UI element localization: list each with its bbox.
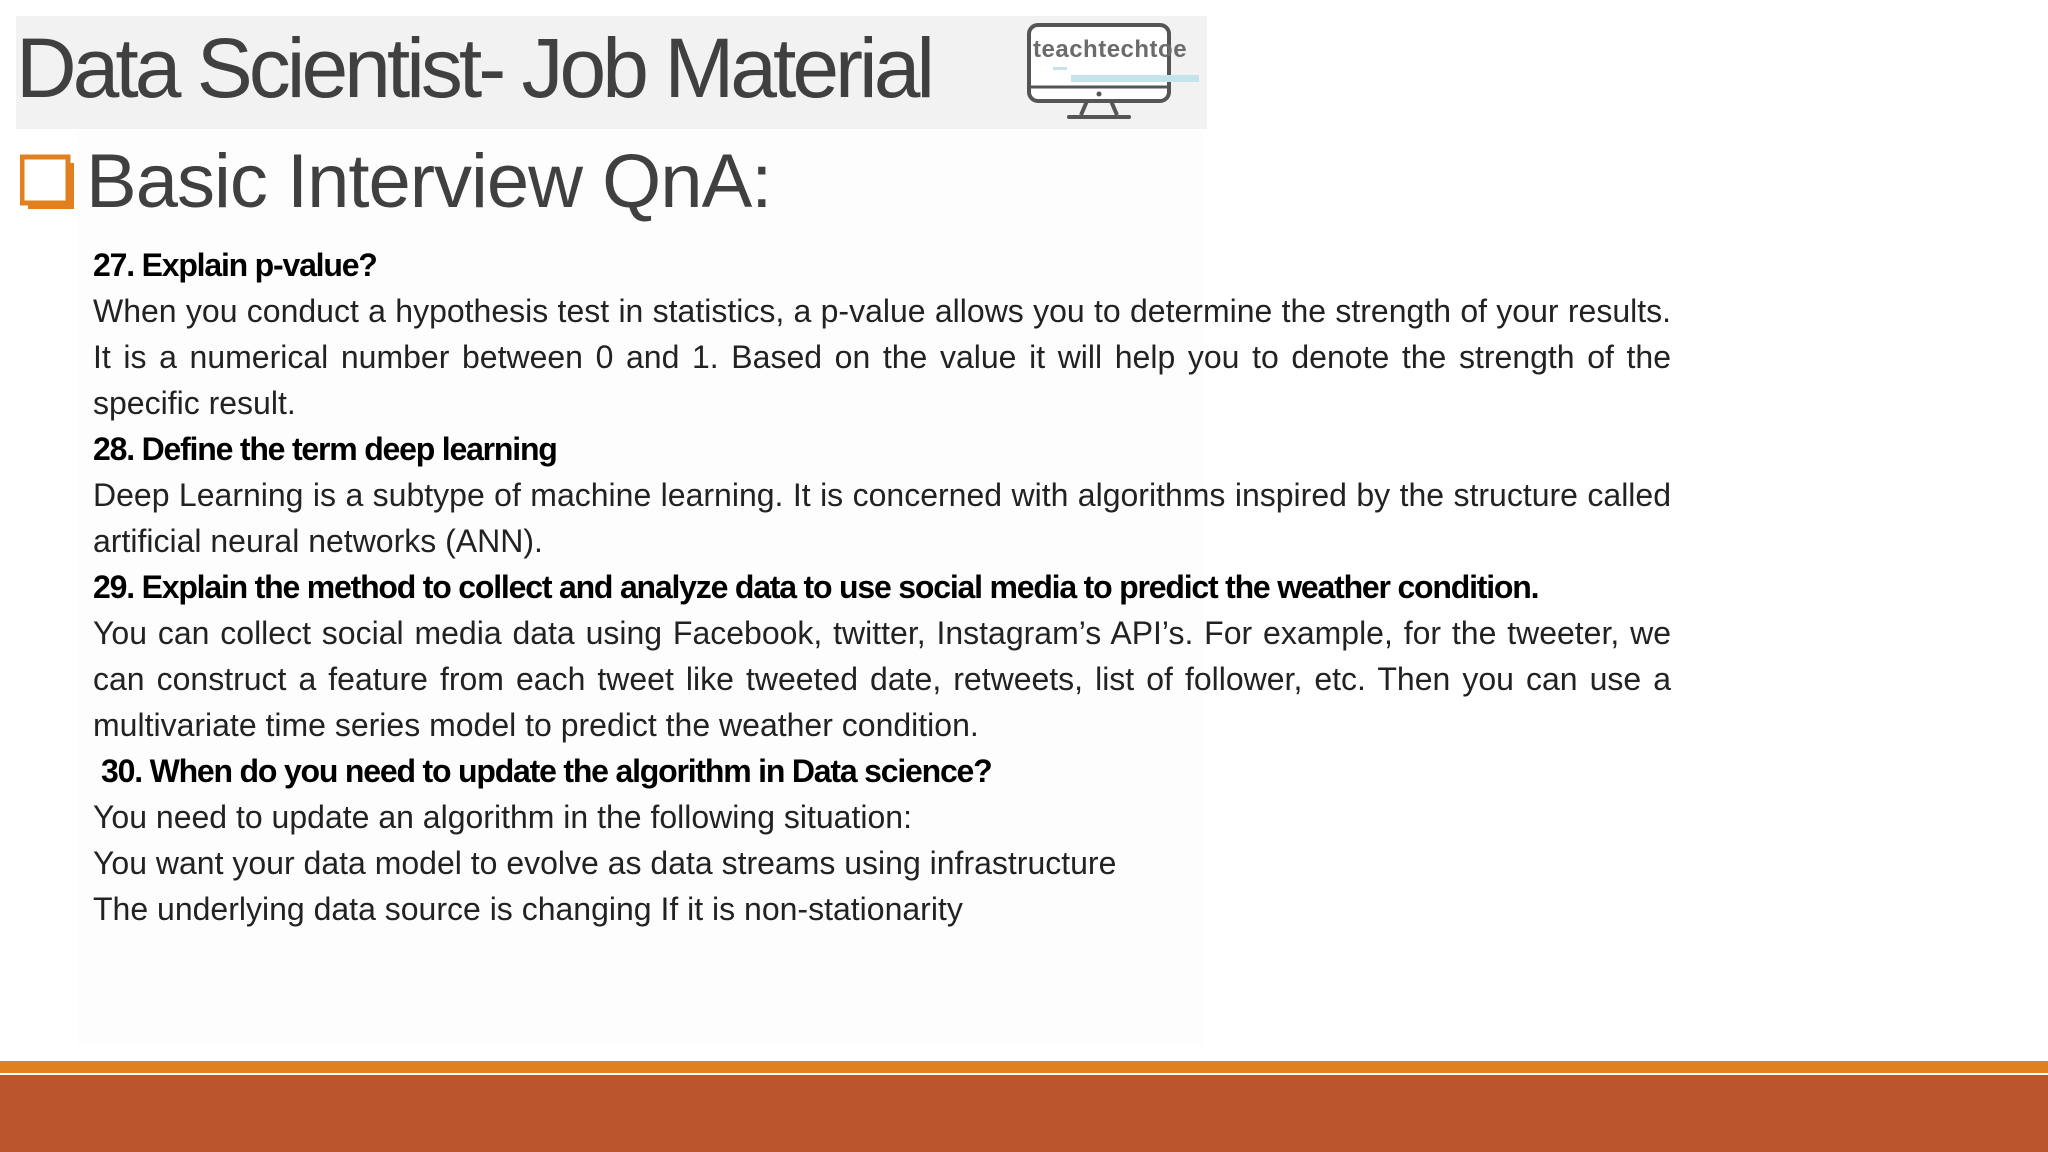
answer-30-line-2: You want your data model to evolve as data streams using infrastructure [93, 845, 1117, 881]
answer-28: Deep Learning is a subtype of machine learning. It is concerned with algorithms inspired by the structure called artificial neural networks (ANN). [93, 477, 1671, 559]
answer-27: When you conduct a hypothesis test in statistics, a p-value allows you to determine the strength of your results. It is a numerical number between 0 and 1. Based on the value it will help you to denote the strength of the specific result. [93, 293, 1671, 421]
page-title: Data Scientist- Job Material [16, 21, 932, 115]
footer-bar [0, 1075, 2048, 1152]
section-header [20, 136, 771, 226]
question-27: 27. Explain p-value? [93, 247, 377, 283]
checkbox-bullet-icon [20, 151, 80, 211]
question-28: 28. Define the term deep learning [93, 431, 557, 467]
answer-30-line-1: You need to update an algorithm in the following situation: [93, 799, 912, 835]
question-29: 29. Explain the method to collect and analyze data to use social media to predict the weather condition. [93, 569, 1539, 605]
answer-30-line-3: The underlying data source is changing If it is non-stationarity [93, 891, 963, 927]
answer-29: You can collect social media data using Facebook, twitter, Instagram’s API’s. For example, for the tweeter, we can construct a feature from each tweet like tweeted date, retweets, list of follower, etc. Then you can use a multivariate time series model to predict the weather condition. [93, 615, 1671, 743]
question-30: 30. When do you need to update the algorithm in Data science? [101, 753, 992, 789]
logo-wordmark: teachtechtoe [1033, 36, 1188, 63]
section-heading: Basic Interview QnA: [86, 138, 772, 224]
qna-list [93, 242, 1671, 932]
footer-accent-bar [0, 1061, 2048, 1073]
teachtechtoe-logo [1025, 21, 1203, 123]
